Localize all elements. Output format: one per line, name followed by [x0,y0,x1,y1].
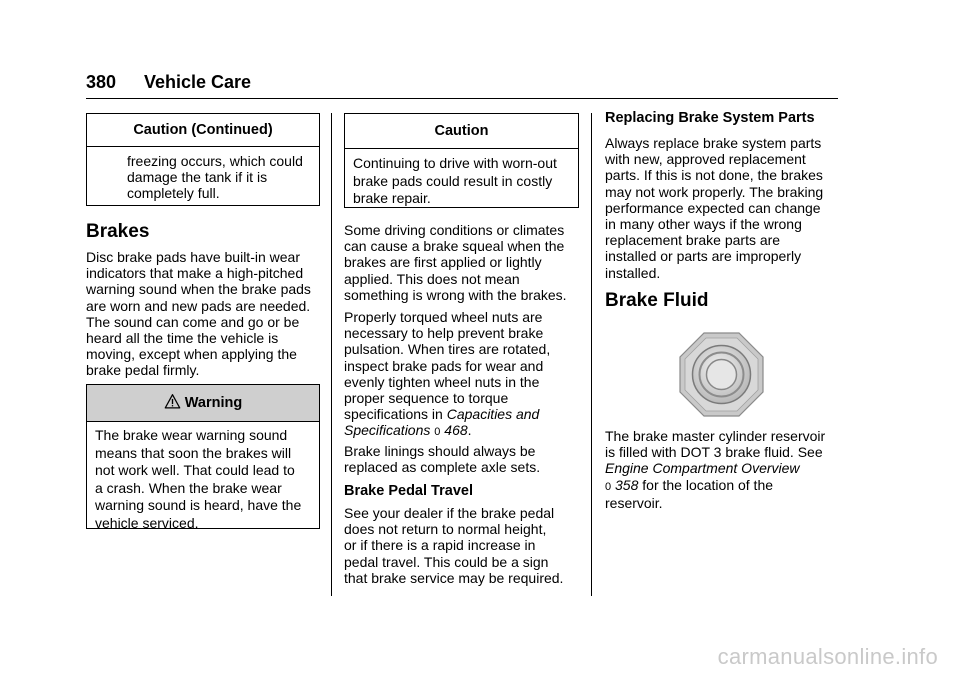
watermark: carmanualsonline.info [717,644,938,669]
page-ref-arrow-icon: 0 [605,480,612,493]
capacities-link[interactable]: Capacities and [446,406,540,423]
section-title: Vehicle Care [144,72,252,92]
wheel-nuts-paragraph: Properly torqued wheel nuts are necessary to help prevent brake pulsation. When tires are rotated, inspect brake pads for wear and evenly tighten wheel nuts in the proper sequence to torque specifications in Capacities and Specifications 0 468. [344,309,551,439]
warning-title: Warning [87,385,319,422]
brake-fluid-heading: Brake Fluid [605,290,709,311]
brake-fluid-cap-icon [679,332,764,417]
brake-fluid-paragraph: The brake master cylinder reservoir is filled with DOT 3 brake fluid. See Engine Compartment Overview 0 358 for the location of the reservoir. [605,428,826,511]
caution-continued-body: freezing occurs, which could damage the tank if it is completely full. [127,153,303,202]
replacing-parts-paragraph: Always replace brake system parts with new, approved replacement parts. If this is not done, the brakes may not work properly. The braking performance expected can change in many other ways if the wrong replacement brake parts are installed or parts are improperly installed. [605,135,824,281]
squeal-paragraph: Some driving conditions or climates can cause a brake squeal when the brakes are first applied or lightly applied. This does not mean something is wrong with the brakes. [344,222,567,303]
page-ref-468[interactable]: 468 [444,422,468,439]
linings-paragraph: Brake linings should always be replaced as complete axle sets. [344,443,541,476]
replacing-parts-heading: Replacing Brake System Parts [605,110,815,126]
page-header [86,70,838,99]
brake-pedal-travel-heading: Brake Pedal Travel [344,483,473,499]
page-ref-358[interactable]: 358 [615,476,639,493]
warning-icon [164,393,181,410]
page-ref-arrow-icon: 0 [434,426,441,439]
page-number: 380 [86,72,117,92]
warning-box [86,384,320,529]
engine-compartment-link[interactable]: Engine Compartment Overview [605,460,800,477]
caution-continued-box [86,113,320,206]
caution-body: Continuing to drive with worn-out brake pads could result in costly brake repair. [353,155,557,206]
warning-body: The brake wear warning sound means that soon the brakes will not work well. That could lead to a crash. When the brake wear warning sound is heard, have the vehicle serviced. [95,427,302,531]
column-divider-2 [591,113,592,596]
caution-title: Caution [345,114,578,149]
brakes-heading: Brakes [86,221,150,242]
column-divider-1 [331,113,332,596]
specifications-link[interactable]: Specifications [344,422,431,439]
pedal-travel-paragraph: See your dealer if the brake pedal does not return to normal height, or if there is a rapid increase in pedal travel. This could be a sign that brake service may be required. [344,505,564,586]
brakes-paragraph: Disc brake pads have built-in wear indicators that make a high-pitched warning sound when the brake pads are worn and new pads are needed. The sound can come and go or be heard all the time the vehicle is moving, except when applying the brake pedal firmly. [86,249,311,379]
caution-box [344,113,579,208]
caution-continued-title: Caution (Continued) [87,114,319,147]
